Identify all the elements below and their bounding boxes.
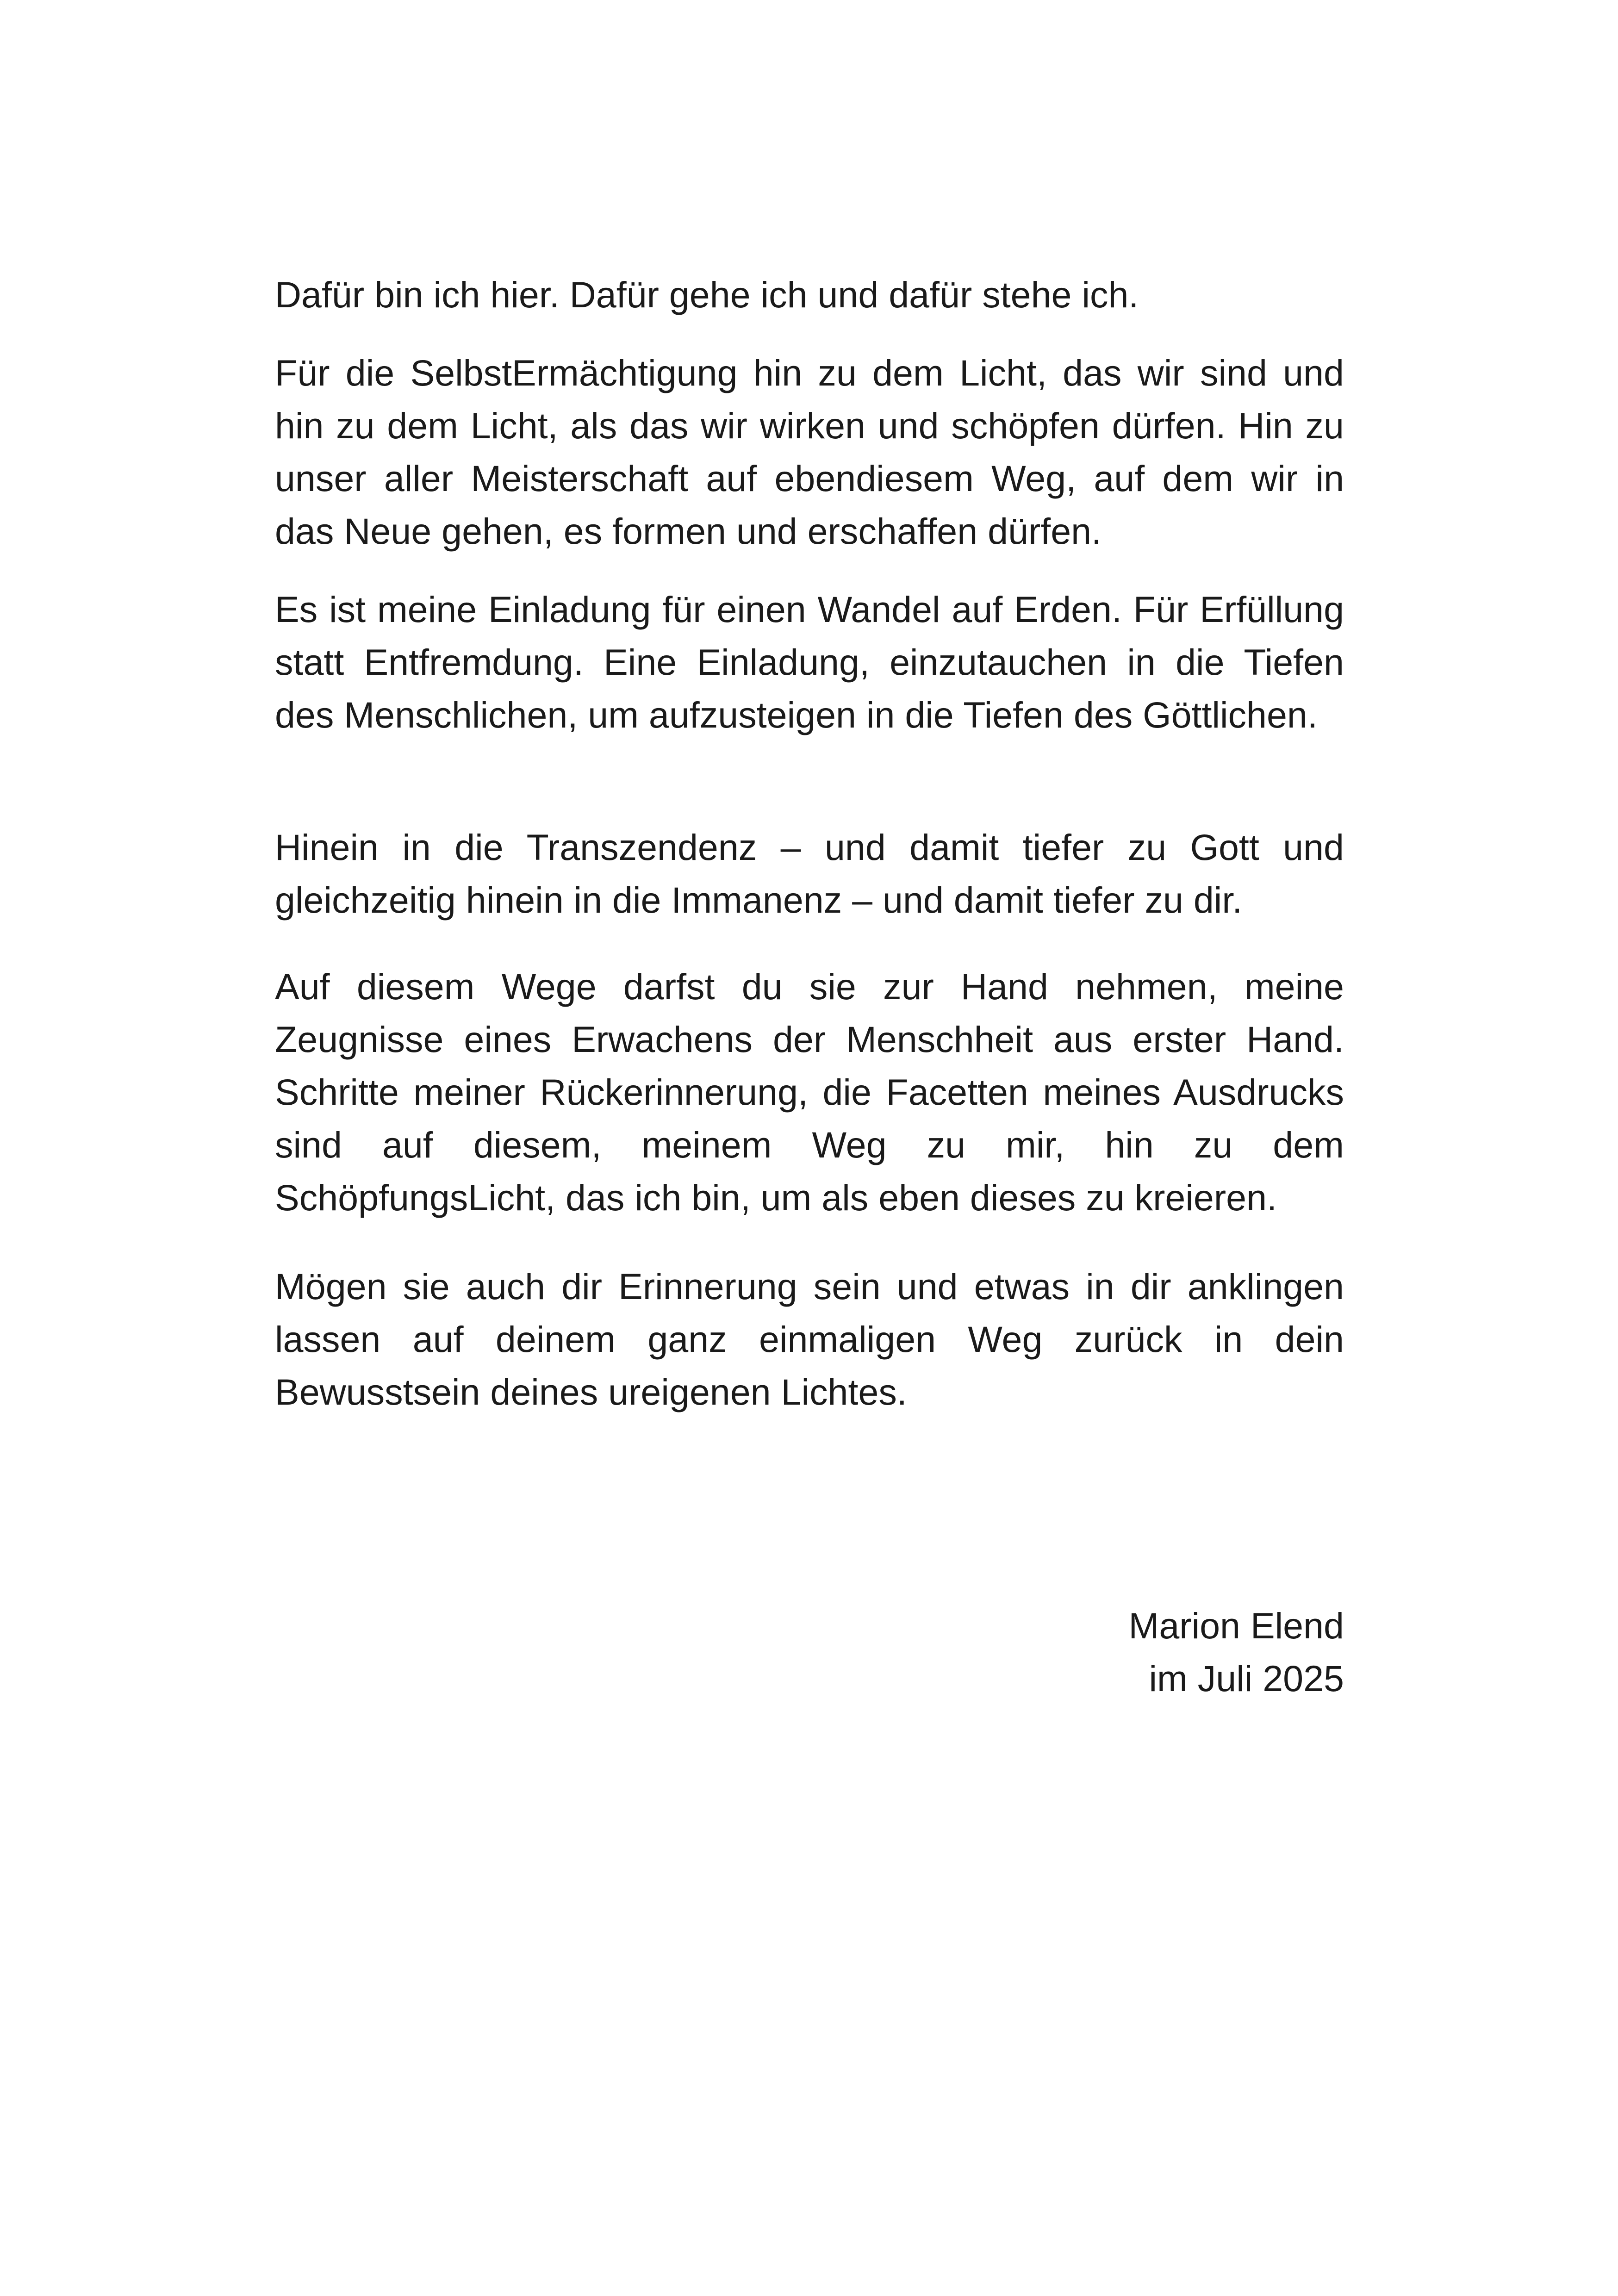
paragraph-closing: Mögen sie auch dir Erinnerung sein und etwas in dir anklingen lassen auf deinem ganz einmaligen Weg zurück in dein Bewusstsein deines ureigenen Lichtes. [275, 1266, 1344, 1412]
paragraph-testimonies: Auf diesem Wege darfst du sie zur Hand nehmen, meine Zeugnisse eines Erwachens der Menschheit aus erster Hand. Schritte meiner Rückerinnerung, die Facetten meines Ausdrucks sind auf diesem, meinem Weg zu mir, hin zu dem SchöpfungsLicht, das ich bin, um als eben dieses zu kreieren. [275, 966, 1344, 1218]
author-name: Marion Elend [1128, 1605, 1344, 1646]
paragraph-empowerment: Für die SelbstErmächtigung hin zu dem Licht, das wir sind und hin zu dem Licht, als das wir wirken und schöpfen dürfen. Hin zu unser aller Meisterschaft auf ebendiesem Weg, auf dem wir in das Neue gehen, es formen und erschaffen dürfen. [275, 352, 1344, 552]
paragraph-invitation: Es ist meine Einladung für einen Wandel auf Erden. Für Erfüllung statt Entfremdung. Eine Einladung, einzutauchen in die Tiefen des Menschlichen, um aufzusteigen in die Tiefen des Göttlichen. [275, 589, 1344, 735]
paragraph-transcendence: Hinein in die Transzendenz – und damit tiefer zu Gott und gleichzeitig hinein in die Immanenz – und damit tiefer zu dir. [275, 827, 1344, 921]
paragraph-intro: Dafür bin ich hier. Dafür gehe ich und dafür stehe ich. [275, 274, 1139, 315]
signature-block [275, 1599, 1344, 1705]
signature-date: im Juli 2025 [1149, 1658, 1344, 1699]
